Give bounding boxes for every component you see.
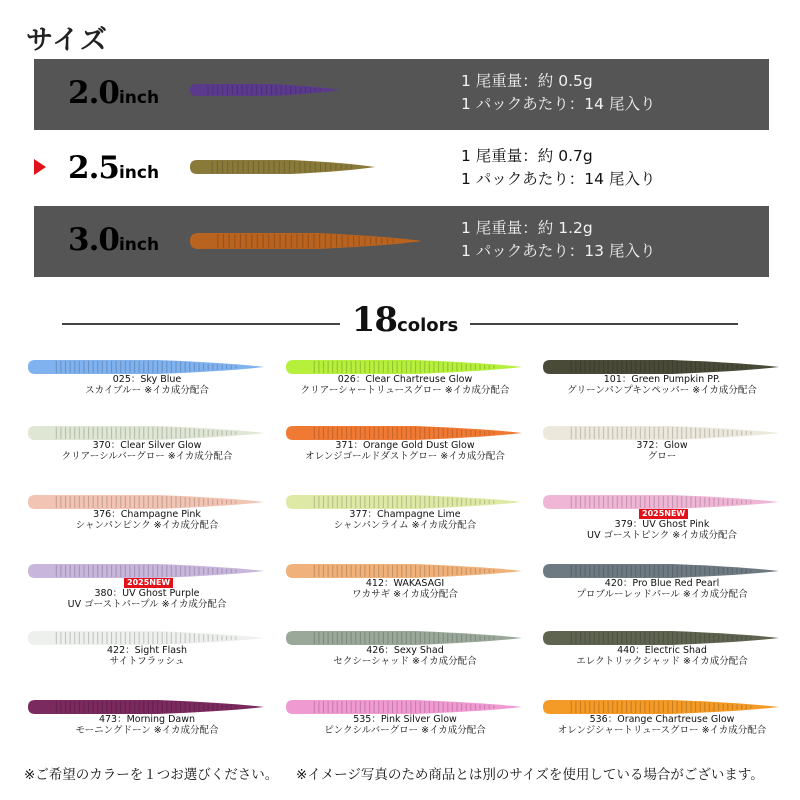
color-code-label: 025：Sky Blue [112,374,182,385]
color-jp-label: UV ゴーストピンク ※イカ成分配合 [586,530,737,541]
size-value: 3.0 [68,222,119,258]
color-card[interactable] [22,492,272,560]
color-jp-label: プロブルーレッドパール ※イカ成分配合 [576,589,748,600]
color-jp-label: シャンパンライム ※イカ成分配合 [333,520,477,531]
color-swatch-image [280,357,530,375]
color-code-label: 380：UV Ghost Purple [94,588,200,599]
weight-text: 1 尾重量：約 0.5g [461,72,593,90]
worm-icon [543,426,779,440]
size-spec [461,145,655,191]
color-code-label: 371：Orange Gold Dust Glow [335,440,475,451]
worm-icon [28,360,264,374]
color-swatch-image [537,628,787,646]
color-swatch-image [22,561,272,579]
color-card[interactable] [280,628,530,696]
color-swatch-image [22,697,272,715]
color-card[interactable] [280,423,530,491]
worm-icon [28,564,264,578]
divider-left [62,323,340,325]
weight-text: 1 尾重量：約 0.7g [461,147,593,165]
worm-icon [190,160,375,174]
color-code-label: 101：Green Pumpkin PP. [603,374,721,385]
color-code-label: 426：Sexy Shad [366,645,444,656]
worm-icon [543,360,779,374]
color-jp-label: クリアーシルバーグロー ※イカ成分配合 [61,451,233,462]
color-swatch-image [22,423,272,441]
color-swatch-image [537,357,787,375]
color-code-label: 026：Clear Chartreuse Glow [337,374,473,385]
color-card[interactable] [280,561,530,629]
size-spec [461,70,655,116]
size-worm-image [184,206,444,277]
color-jp-label: ワカサギ ※イカ成分配合 [352,589,458,600]
color-card[interactable] [22,697,272,765]
size-unit: inch [118,88,160,108]
color-jp-label: シャンパンピンク ※イカ成分配合 [75,520,219,531]
worm-icon [543,564,779,578]
worm-icon [286,700,522,714]
worm-icon [543,495,779,509]
worm-icon [286,564,522,578]
worm-icon [28,495,264,509]
color-swatch-image [537,697,787,715]
color-card[interactable] [537,357,787,425]
color-jp-label: UV ゴーストパープル ※イカ成分配合 [67,599,227,610]
color-card[interactable] [22,423,272,491]
size-worm-image [184,59,444,130]
color-code-label: 370：Clear Silver Glow [92,440,202,451]
color-card[interactable] [280,357,530,425]
color-swatch-image [280,628,530,646]
per-pack-text: 1 パックあたり：14 尾入り [461,170,656,188]
color-card[interactable] [280,697,530,765]
color-swatch-image [22,628,272,646]
colors-count: 18 [351,300,398,340]
color-swatch-image [280,697,530,715]
size-label [68,222,159,258]
worm-icon [286,631,522,645]
weight-text: 1 尾重量：約 1.2g [461,219,593,237]
color-jp-label: モーニングドーン ※イカ成分配合 [75,725,219,736]
color-card[interactable] [22,561,272,629]
color-code-label: 376：Champagne Pink [93,509,201,520]
worm-icon [286,360,522,374]
worm-icon [28,426,264,440]
per-pack-text: 1 パックあたり：13 尾入り [461,242,656,260]
worm-icon [286,426,522,440]
new-badge: 2025NEW [639,509,688,519]
selected-arrow-icon [34,159,46,175]
colors-unit: colors [397,315,459,336]
color-jp-label: セクシーシャッド ※イカ成分配合 [333,656,477,667]
color-jp-label: オレンジゴールドダストグロー ※イカ成分配合 [305,451,505,462]
color-jp-label: エレクトリックシャッド ※イカ成分配合 [576,656,748,667]
size-row-2-5[interactable] [34,134,769,205]
color-card[interactable] [537,697,787,765]
color-code-label: 422：Sight Flash [107,645,187,656]
color-swatch-image [280,492,530,510]
size-spec [461,217,655,263]
color-code-label: 420：Pro Blue Red Pearl [604,578,720,589]
color-code-label: 535：Pink Silver Glow [353,714,457,725]
color-jp-label: サイトフラッシュ [109,656,185,667]
worm-icon [190,84,340,96]
color-card[interactable] [280,492,530,560]
color-jp-label: スカイブルー ※イカ成分配合 [85,385,209,396]
color-code-label: 377：Champagne Lime [349,509,461,520]
size-row-3-0[interactable] [34,206,769,277]
footnote-image-note: ※イメージ写真のため商品とは別のサイズを使用している場合がございます。 [296,767,764,783]
color-card[interactable] [22,628,272,696]
size-row-2-0[interactable] [34,59,769,130]
color-swatch-image [22,492,272,510]
color-code-label: 379：UV Ghost Pink [614,519,710,530]
color-code-label: 440：Electric Shad [617,645,707,656]
color-jp-label: グロー [647,451,677,462]
size-unit: inch [118,163,160,183]
color-card[interactable] [537,561,787,629]
divider-right [470,323,738,325]
size-value: 2.5 [68,150,119,186]
color-card[interactable] [537,628,787,696]
color-swatch-image [22,357,272,375]
page-title: サイズ [26,25,108,56]
color-swatch-image [537,492,787,510]
color-code-label: 412：WAKASAGI [365,578,445,589]
worm-icon [190,233,422,249]
color-card[interactable] [537,492,787,560]
size-value: 2.0 [68,75,119,111]
per-pack-text: 1 パックあたり：14 尾入り [461,95,656,113]
color-code-label: 372：Glow [636,440,688,451]
worm-icon [28,631,264,645]
worm-icon [286,495,522,509]
size-label [68,150,159,186]
color-swatch-image [280,561,530,579]
footnote-select-color: ※ご希望のカラーを１つお選びください。 [24,767,279,783]
size-unit: inch [118,235,160,255]
colors-heading [345,300,465,340]
size-label [68,75,159,111]
color-card[interactable] [537,423,787,491]
worm-icon [543,631,779,645]
color-swatch-image [280,423,530,441]
color-jp-label: クリアーシャートリュースグロー ※イカ成分配合 [300,385,510,396]
color-swatch-image [537,423,787,441]
color-jp-label: オレンジシャートリュースグロー ※イカ成分配合 [557,725,767,736]
worm-icon [28,700,264,714]
color-code-label: 536：Orange Chartreuse Glow [589,714,735,725]
color-card[interactable] [22,357,272,425]
size-worm-image [184,134,444,205]
color-swatch-image [537,561,787,579]
color-code-label: 473：Morning Dawn [98,714,196,725]
new-badge: 2025NEW [124,578,173,588]
color-jp-label: ピンクシルバーグロー ※イカ成分配合 [324,725,486,736]
color-jp-label: グリーンパンプキンペッパー ※イカ成分配合 [567,385,757,396]
worm-icon [543,700,779,714]
